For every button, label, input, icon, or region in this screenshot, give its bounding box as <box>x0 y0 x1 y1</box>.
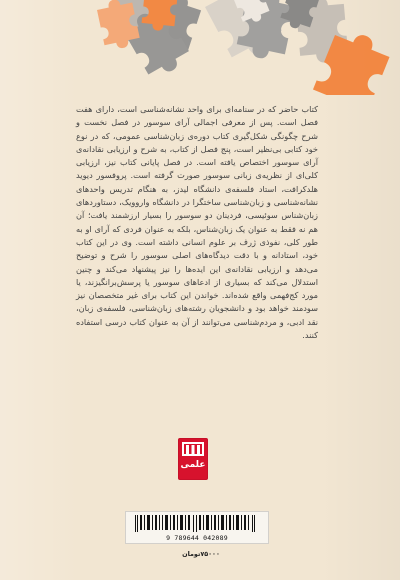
barcode-number: 9 789644 042089 <box>166 534 228 542</box>
barcode-icon <box>135 515 259 532</box>
description-paragraph: کتاب حاضر که در سنامه‌ای برای واحد نشانه‌شناسی است، دارای هفت فصل است. پس از معرفی اجمالی آرای سوسور در فصل نخست و شرح چگونگی شکل‌گیری کتاب دوره‌ی زبان‌شناسی عمومی، که در نوع خود کتابی بی‌نظیر است، پنج فصل از کتاب، به شرح و ارزیابی نقادانه‌ی آرای سوسور اختصاص یافته است. در فصل پایانی کتاب نیز، ارزیابی کلی‌ای از نظریه‌ی زبانی سوسور صورت گرفته است. پروفسور دیوید هلدکرافت، استاد فلسفه‌ی دانشگاه لیدز، به هنگام تدریس واحدهای نشانه‌شناسی و زبان‌شناسی ساختگرا در دانشگاه واروویک، دستاوردهای زبان‌شناس سوئیسی، فردینان دو سوسور را بسیار ارزشمند یافت؛ آن هم نه فقط به عنوان یک زبان‌شناس، بلکه به عنوان فردی که آرای او به طور کلی، نفوذی ژرف بر علوم انسانی داشته است. وی در این کتاب خود، استادانه و با دقت دیدگاه‌های اصلی سوسور را شرح و توضیح می‌دهد و ارزیابی نقادانه‌ی این ایده‌ها را نیز پیشنهاد می‌کند و چنین استدلال می‌کند که بسیاری از ادعاهای سوسور یا پرسش‌برانگیزند، یا مورد کج‌فهمی واقع شده‌اند. خواندن این کتاب برای غیر متخصصان نیز سودمند خواهد بود و دانشجویان رشته‌های زبان‌شناسی، فلسفه‌ی زبان، نقد ادبی، و مردم‌شناسی می‌توانند از آن به عنوان کتاب درسی استفاده کنند. <box>76 104 318 341</box>
puzzle-pieces-icon <box>0 0 400 95</box>
book-price: ۷۵۰۰۰تومان <box>182 550 220 558</box>
bookshelf-logo-icon <box>178 438 208 480</box>
puzzle-pieces-illustration <box>0 0 400 95</box>
publisher-logo <box>178 438 208 480</box>
publisher-name: علمی <box>180 460 206 470</box>
isbn-barcode <box>125 511 269 544</box>
book-description <box>76 103 318 365</box>
